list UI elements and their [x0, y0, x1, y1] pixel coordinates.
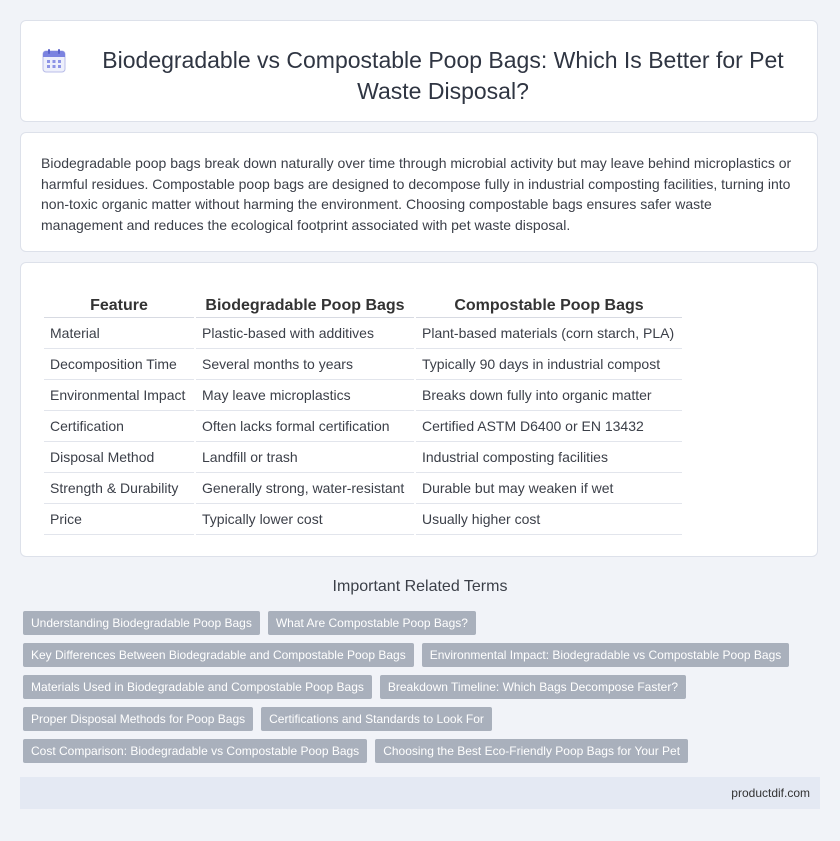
table-cell: Often lacks formal certification	[196, 411, 414, 442]
related-term-tag[interactable]: Breakdown Timeline: Which Bags Decompose Faster?	[380, 675, 686, 699]
column-header: Compostable Poop Bags	[416, 295, 682, 318]
table-cell: Usually higher cost	[416, 504, 682, 535]
table-cell: Decomposition Time	[44, 349, 194, 380]
table-cell: Certified ASTM D6400 or EN 13432	[416, 411, 682, 442]
table-row	[44, 442, 682, 473]
table-cell: Landfill or trash	[196, 442, 414, 473]
footer-site-link[interactable]: productdif.com	[731, 786, 810, 800]
table-cell: Plant-based materials (corn starch, PLA)	[416, 318, 682, 349]
footer	[20, 777, 820, 809]
table-cell: May leave microplastics	[196, 380, 414, 411]
related-terms-list	[23, 611, 813, 771]
table-row	[44, 349, 682, 380]
calendar-icon	[41, 48, 67, 74]
column-header: Feature	[44, 295, 194, 318]
table-cell: Environmental Impact	[44, 380, 194, 411]
related-term-tag[interactable]: Cost Comparison: Biodegradable vs Compostable Poop Bags	[23, 739, 367, 763]
table-cell: Industrial composting facilities	[416, 442, 682, 473]
comparison-card	[20, 262, 818, 557]
comparison-table	[42, 295, 684, 535]
table-cell: Price	[44, 504, 194, 535]
table-cell: Disposal Method	[44, 442, 194, 473]
table-cell: Strength & Durability	[44, 473, 194, 504]
intro-card	[20, 132, 818, 252]
page-title: Biodegradable vs Compostable Poop Bags: Which Is Better for Pet Waste Disposal?	[102, 47, 784, 104]
table-cell: Material	[44, 318, 194, 349]
related-term-tag[interactable]: Certifications and Standards to Look For	[261, 707, 492, 731]
tag-row	[23, 675, 813, 699]
table-header-row	[44, 295, 682, 318]
table-row	[44, 318, 682, 349]
tag-row	[23, 643, 813, 667]
table-cell: Breaks down fully into organic matter	[416, 380, 682, 411]
header-card	[20, 20, 818, 122]
table-cell: Generally strong, water-resistant	[196, 473, 414, 504]
table-cell: Certification	[44, 411, 194, 442]
table-row	[44, 380, 682, 411]
table-row	[44, 411, 682, 442]
related-term-tag[interactable]: Understanding Biodegradable Poop Bags	[23, 611, 260, 635]
related-term-tag[interactable]: Key Differences Between Biodegradable and Compostable Poop Bags	[23, 643, 414, 667]
tag-row	[23, 611, 813, 635]
tag-row	[23, 707, 813, 731]
intro-paragraph: Biodegradable poop bags break down naturally over time through microbial activity but may leave behind microplastics or harmful residues. Compostable poop bags are designed to decompose fully in industrial composting facilities, turning into non-toxic organic matter without harming the environment. Choosing compostable bags ensures safer waste management and reduces the ecological footprint associated with pet waste disposal.	[41, 155, 792, 233]
related-term-tag[interactable]: Proper Disposal Methods for Poop Bags	[23, 707, 253, 731]
table-cell: Plastic-based with additives	[196, 318, 414, 349]
table-row	[44, 504, 682, 535]
related-term-tag[interactable]: Environmental Impact: Biodegradable vs Compostable Poop Bags	[422, 643, 790, 667]
related-terms-title: Important Related Terms	[332, 578, 508, 595]
related-term-tag[interactable]: What Are Compostable Poop Bags?	[268, 611, 476, 635]
column-header: Biodegradable Poop Bags	[196, 295, 414, 318]
table-row	[44, 473, 682, 504]
table-cell: Durable but may weaken if wet	[416, 473, 682, 504]
tag-row	[23, 739, 813, 763]
related-term-tag[interactable]: Materials Used in Biodegradable and Compostable Poop Bags	[23, 675, 372, 699]
table-cell: Typically lower cost	[196, 504, 414, 535]
table-cell: Several months to years	[196, 349, 414, 380]
table-cell: Typically 90 days in industrial compost	[416, 349, 682, 380]
related-term-tag[interactable]: Choosing the Best Eco-Friendly Poop Bags for Your Pet	[375, 739, 688, 763]
